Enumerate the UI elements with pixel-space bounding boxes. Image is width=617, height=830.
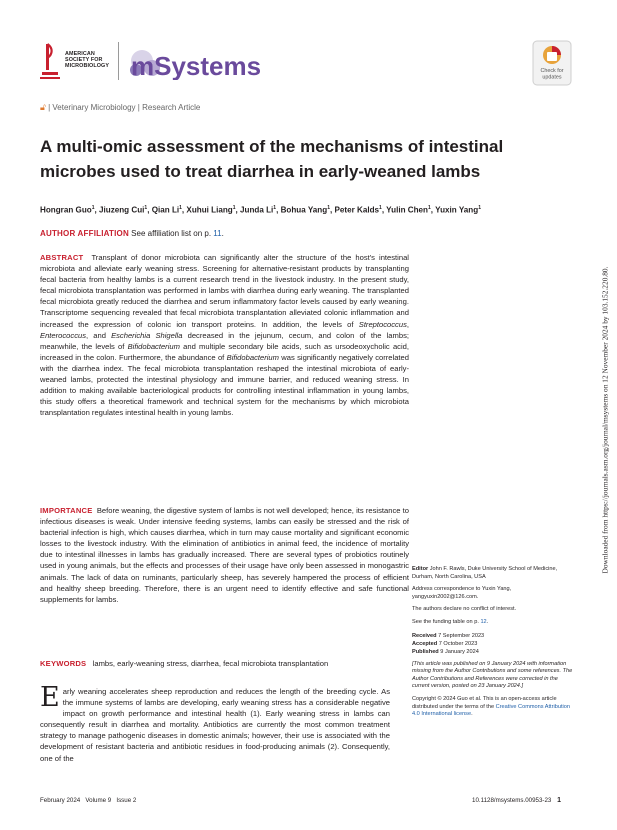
correction-note: [This article was published on 9 January 2024 with information missing from the Author Contributions and some references. The Author Contributions and References were corrected in the current version, posted on 23 January 2024.] <box>412 660 573 690</box>
author-affiliation-mark: 1 <box>428 205 431 211</box>
affiliation-label: AUTHOR AFFILIATION <box>40 229 129 238</box>
author-affiliation-mark: 1 <box>327 205 330 211</box>
drop-cap: E <box>40 682 60 713</box>
author-affiliation-mark: 1 <box>144 205 148 211</box>
author-name[interactable]: Yuxin Yang <box>435 205 479 215</box>
doi-and-page <box>472 797 561 804</box>
conflict-statement: The authors declare no conflict of interest. <box>412 606 517 613</box>
introduction-text: Early weaning accelerates sheep reproduction and reduces the length of the breeding cycle. As the immune systems of lambs are developing, early weaning stress has a considerable negative impact on growth performance and intestinal health (1). Early weaning stress in lambs can consequently result in diarrhea and mortality. Antibiotics are currently the most common treatment strategy to manage pathogenic diseases in domestic animals; however, their use is associated with the development of resistant bacteria and antibiotic residues in food-producing animals (2). Consequently, one of the <box>40 682 390 763</box>
asm-logo-icon <box>40 42 60 80</box>
editor-info: Editor John F. Rawls, Duke University School of Medicine, Durham, North Carolina, USA <box>412 566 558 580</box>
svg-text:mSystems: mSystems <box>131 51 262 80</box>
author-name[interactable]: Jiuzeng Cui <box>99 205 145 215</box>
correspondence: Address correspondence to Yuxin Yang, yangyuxin2002@126.com. <box>412 586 512 600</box>
author-affiliation: AUTHOR AFFILIATION See affiliation list on p. 11. <box>40 229 224 238</box>
copyright-notice: Copyright © 2024 Guo et al. This is an open-access article distributed under the terms of the Creative Commons Attribution 4.0 International license. <box>412 695 570 718</box>
doi-link[interactable]: 10.1128/msystems.00953-23 <box>472 797 552 804</box>
author-affiliation-mark: 1 <box>232 205 236 211</box>
author-name[interactable]: Yulin Chen <box>386 205 428 215</box>
publisher-name: AMERICAN SOCIETY FOR MICROBIOLOGY <box>65 51 110 70</box>
affiliation-page-link[interactable]: 11 <box>213 229 222 238</box>
author-name[interactable]: Xuhui Liang <box>186 205 233 215</box>
license-link[interactable]: Creative Commons Attribution 4.0 International license <box>412 703 570 718</box>
author-affiliation-mark: 1 <box>179 205 182 211</box>
author-name[interactable]: Peter Kalds <box>334 205 380 215</box>
keywords-label: KEYWORDS <box>40 659 87 668</box>
author-affiliation-mark: 1 <box>91 205 95 211</box>
funding-note: See the funding table on p. 12. <box>412 618 489 625</box>
funding-page-link[interactable]: 12 <box>480 618 487 625</box>
check-for-updates-badge[interactable] <box>532 40 572 86</box>
issue-info: February 2024 Volume 9 Issue 2 <box>40 797 137 804</box>
author-name[interactable]: Hongran Guo <box>40 205 92 215</box>
importance-label: IMPORTANCE <box>40 506 93 515</box>
svg-text:updates: updates <box>542 74 562 81</box>
open-access-lock-icon: 🔓︎ <box>40 102 46 112</box>
importance-section: IMPORTANCE Before weaning, the digestive system of lambs is not well developed; hence, its resistance to infectious diseases is weak. Under intensive feeding systems, lambs can easily be stressed and the risk of bacterial infection is high, which causes diarrhea, which in turn may cause mortality and significant economic losses to the livestock industry. With the elimination of antibiotics in animal feed, the incidence of mortality due to intestinal illnesses in lambs has gradually increased. There are several types of probiotics routinely used in young animals, but the effects and processes of their usage have only been assessed in monogastric animals. The lack of data on ruminants, particularly sheep, has severely hampered the process of efficient and healthy sheep breeding. Therefore, there is an urgent need to identify effective and safe functional supplements for lambs. <box>40 506 409 604</box>
keywords: KEYWORDS lambs, early-weaning stress, diarrhea, fecal microbiota transplantation <box>40 659 329 668</box>
svg-text:Check for: Check for <box>540 68 564 74</box>
author-name[interactable]: Junda Li <box>240 205 274 215</box>
author-name[interactable]: Qian Li <box>151 205 180 215</box>
article-info-sidebar <box>412 566 576 724</box>
abstract: ABSTRACT Transplant of donor microbiota can significantly alter the structure of the host's intestinal microbiota and alleviate early weaning stress. Screening for alternative-resistant products by transplanting fecal bacteria from healthy lambs is a current research trend in the livestock industry. In the present study, fecal microbiota transplantation was performed in lambs with diarrhea during early weaning. The transplanted fecal microbiota greatly reduced the diarrhea and serum inflammatory factor levels caused by early weaning. Transcriptome sequencing revealed that fecal microbiota transplantation alleviated colonic inflammation and increased the expression of colonic ion transport proteins. In addition, the levels of Streptococcus, Enterococcus, and Escherichia Shigella decreased in the jejunum, cecum, and colon of the lambs; meanwhile, the levels of Bifidobacterium and multiple secondary bile acids, such as ursodeoxycholic acid, increased in the colon. Furthermore, the abundance of Bifidobacterium was significantly negatively correlated with the diarrhea index. The fecal microbiota transplantation reshaped the intestinal microbiota of early-weaned lambs, protected the intestinal physiology and immune barrier, and reduced weaning stress. In addition to making available bacteriological products for controlling intestinal inflammation in young lambs, this study offers a theoretical framework and technical system for the mechanisms by which microbiota transplantation regulates intestinal health in young lambs. <box>40 253 409 418</box>
author-affiliation-mark: 1 <box>478 205 481 211</box>
dates: Received 7 September 2023 Accepted 7 October 2023 Published 9 January 2024 <box>412 632 485 655</box>
author-affiliation-mark: 1 <box>273 205 277 211</box>
author-affiliation-mark: 1 <box>379 205 382 211</box>
section-link[interactable]: Veterinary Microbiology <box>52 103 136 112</box>
article-type: Research Article <box>142 103 201 112</box>
article-category: 🔓︎ | Veterinary Microbiology | Research Article <box>40 102 201 112</box>
journal-header <box>40 40 580 84</box>
article-title: A multi-omic assessment of the mechanisms of intestinal microbes used to treat diarrhea in early-weaned lambs <box>40 137 504 181</box>
msystems-logo[interactable] <box>128 48 268 80</box>
author-list: Hongran Guo$^1$, Jiuzeng Cui$^1$, Qian Li$^1$, Xuhui Liang$^1$, Junda Li$^1$, Bohua Yang$^1$, Peter Kalds$^1$, Yulin Chen$^1$, Yuxin Yang$^1$ <box>40 205 481 215</box>
page-number: 1 <box>557 797 561 804</box>
logo-divider <box>118 42 119 80</box>
abstract-label: ABSTRACT <box>40 253 84 262</box>
author-name[interactable]: Bohua Yang <box>280 205 328 215</box>
